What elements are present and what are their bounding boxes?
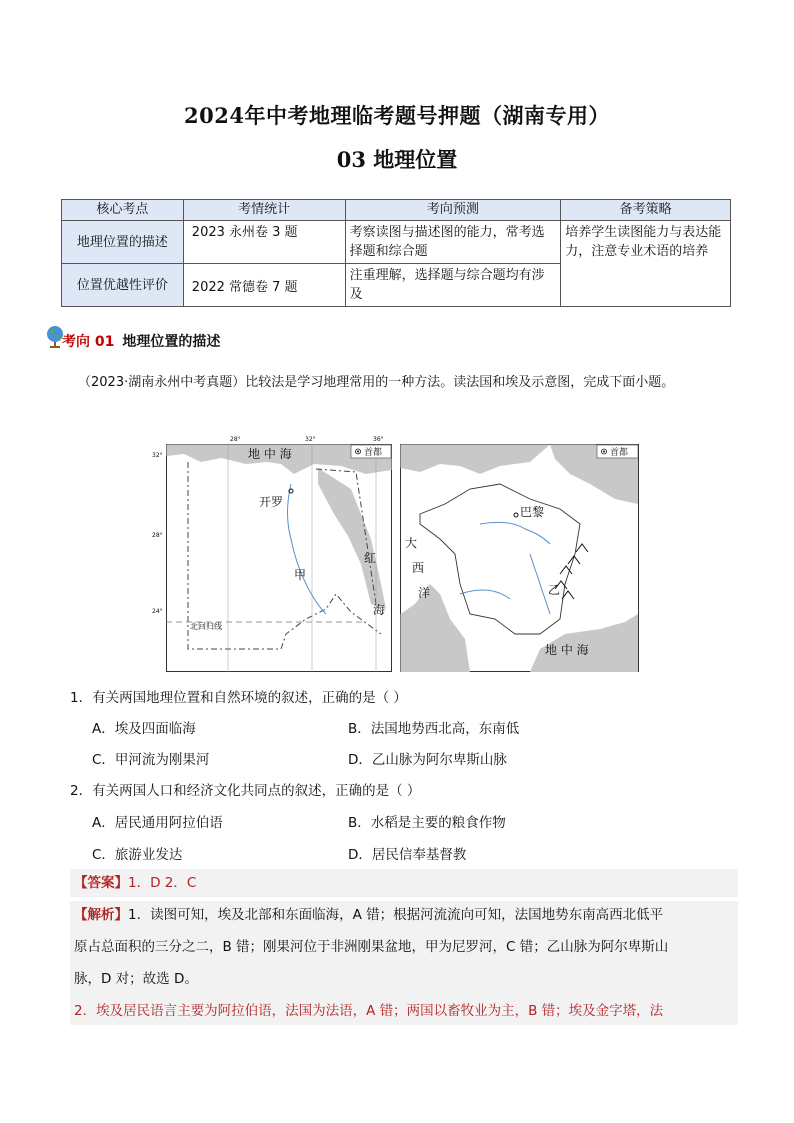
atlantic-label-1: 大 [405,536,418,550]
answer-label: 【答案】 [74,875,128,891]
france-map [400,444,639,672]
analysis-block [70,901,738,1025]
page-subtitle: 03 地理位置 [336,147,458,172]
question-stem: 2．有关两国人口和经济文化共同点的叙述，正确的是（ ） [70,783,421,799]
atlantic-label-3: 洋 [418,586,431,600]
river-jia-label: 甲 [294,568,307,582]
cairo-label: 开罗 [259,495,284,509]
lat-tick-32: 32° [152,452,163,459]
red-sea-label-1: 红 [364,551,377,565]
table-header: 核心考点 [62,200,184,221]
option: A．埃及四面临海 [92,721,196,737]
lat-tick-24: 24° [152,608,163,615]
analysis-line: 原占总面积的三分之二，B 错；刚果河位于非洲刚果盆地，甲为尼罗河，C 错；乙山脉为阿尔卑斯山 [74,939,669,955]
table-cell-stat: 2022 常德卷 7 题 [183,264,345,307]
table-cell-point: 位置优越性评价 [62,264,184,307]
table-header: 备考策略 [561,200,731,221]
atlantic-label-2: 西 [412,561,425,575]
table-cell-stat: 2023 永州卷 3 题 [183,221,345,264]
mediterranean-label: 地 中 海 [248,447,292,461]
lon-tick-32: 32° [305,436,316,443]
tropic-label: 北回归线 [190,622,222,631]
mountain-yi-label: 乙 [548,583,561,597]
option: C．旅游业发达 [92,847,183,863]
table-row [62,221,731,264]
section-number: 考向 01 [62,334,115,350]
answer-text: 1．D 2．C [128,875,197,891]
table-header: 考情统计 [183,200,345,221]
capital-legend: 首都 [364,448,383,458]
option: C．甲河流为刚果河 [92,752,210,768]
mediterranean-label: 地 中 海 [545,643,589,657]
table-header-row [62,200,731,221]
capital-legend: 首都 [610,448,629,458]
section-title: 地理位置的描述 [122,334,221,350]
table-cell-forecast: 注重理解，选择题与综合题均有涉及 [345,264,561,307]
analysis-line: 脉，D 对；故选 D。 [74,971,198,987]
red-sea-label-2: 海 [373,603,386,617]
option: B．法国地势西北高，东南低 [348,721,520,737]
question-intro: （2023·湖南永州中考真题）比较法是学习地理常用的一种方法。读法国和埃及示意图，完成下面小题。 [78,375,675,390]
answer-block [70,869,738,897]
option: A．居民通用阿拉伯语 [92,815,223,831]
option: B．水稻是主要的粮食作物 [348,815,506,831]
table-header: 考向预测 [345,200,561,221]
analysis-line: 【解析】1．读图可知，埃及北部和东面临海，A 错；根据河流流向可知，法国地势东南高西北低平 [74,907,664,923]
table-cell-forecast: 考察读图与描述图的能力，常考选择题和综合题 [345,221,561,264]
table-cell-point: 地理位置的描述 [62,221,184,264]
lon-tick-36: 36° [373,436,384,443]
table-cell-strategy: 培养学生读图能力与表达能力，注意专业术语的培养 [561,221,731,307]
page-title: 2024年中考地理临考题号押题（湖南专用） [184,103,610,128]
section-heading [44,331,220,351]
exam-plan-table [61,199,731,307]
egypt-map [166,444,392,672]
option: D．乙山脉为阿尔卑斯山脉 [348,752,507,768]
analysis-label: 【解析】 [74,907,128,923]
lon-tick-28: 28° [230,436,241,443]
option: D．居民信奉基督教 [348,847,467,863]
lat-tick-28: 28° [152,532,163,539]
paris-label: 巴黎 [520,505,545,519]
question-stem: 1．有关两国地理位置和自然环境的叙述，正确的是（ ） [70,690,407,706]
analysis-line: 2．埃及居民语言主要为阿拉伯语，法国为法语，A 错；两国以畜牧业为主，B 错；埃及金字塔，法 [74,1003,664,1019]
